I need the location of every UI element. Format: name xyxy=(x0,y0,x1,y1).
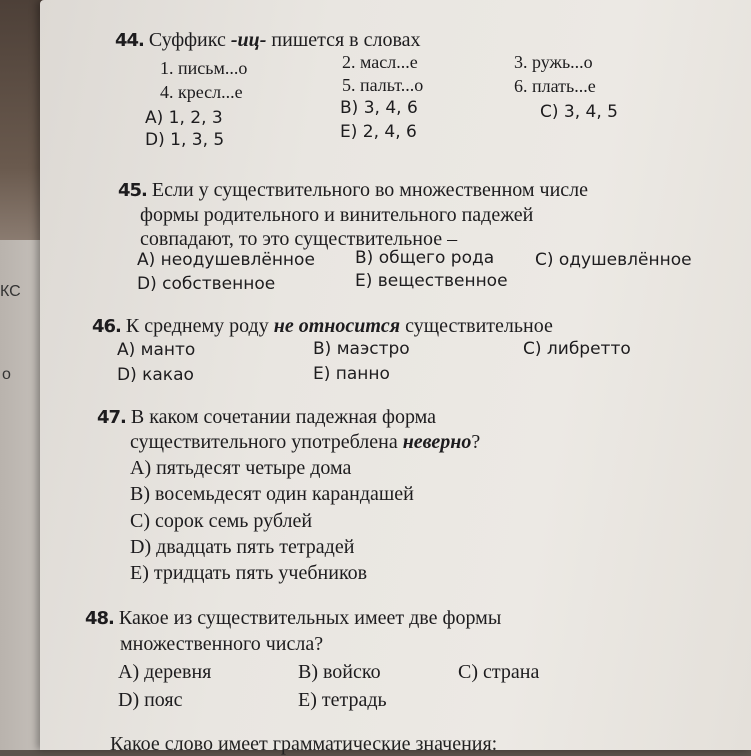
q46-emphasis: не относится xyxy=(273,315,401,337)
q44-stem xyxy=(115,28,421,53)
q44-option-b: В) 3, 4, 6 xyxy=(340,98,418,118)
q44-word-1: 1. письм...о xyxy=(160,58,248,78)
q47-line-1 xyxy=(97,405,436,430)
q44-word-2: 2. масл...е xyxy=(342,52,418,72)
q48-option-e: Е) тетрадь xyxy=(298,689,387,711)
q48-option-b: В) войско xyxy=(298,661,381,683)
q44-option-c: С) 3, 4, 5 xyxy=(540,102,618,122)
q48-line-1 xyxy=(85,606,501,631)
q47-emphasis: неверно xyxy=(402,431,472,453)
q45-text-1: Если у существительного во множественном числе xyxy=(151,179,589,201)
q44-word-5: 5. пальт...о xyxy=(342,75,424,95)
q44-option-d: D) 1, 3, 5 xyxy=(145,130,225,150)
q44-option-e: Е) 2, 4, 6 xyxy=(340,122,417,142)
q48-text-1: Какое из существительных имеет две формы xyxy=(118,607,502,629)
q47-option-c: С) сорок семь рублей xyxy=(130,510,313,532)
edge-mark-1: КС xyxy=(0,283,21,300)
q45-option-c: С) одушевлённое xyxy=(535,250,692,270)
q46-option-a: А) манто xyxy=(117,340,196,360)
q47-option-d: D) двадцать пять тетрадей xyxy=(130,536,355,558)
q46-option-b: В) маэстро xyxy=(313,339,410,359)
edge-mark-2: о xyxy=(2,366,11,383)
q46-text-b: существительное xyxy=(400,315,553,337)
q46-number: 46. xyxy=(92,316,121,337)
q45-line-1 xyxy=(118,178,588,203)
q45-number: 45. xyxy=(118,180,147,201)
q46-text-a: К среднему роду xyxy=(125,315,274,337)
q45-option-b: В) общего рода xyxy=(355,248,495,268)
q44-word-3: 3. ружь...о xyxy=(514,52,593,72)
q46-stem xyxy=(92,314,553,339)
q47-text-2b: ? xyxy=(471,431,481,453)
q48-option-d: D) пояс xyxy=(118,689,183,711)
q46-option-c: С) либретто xyxy=(523,339,631,359)
q45-line-3: совпадают, то это существительное – xyxy=(140,228,458,250)
q48-option-a: А) деревня xyxy=(118,661,212,683)
q44-suffix: -иц- xyxy=(230,29,267,51)
q46-option-d: D) какао xyxy=(117,365,194,385)
q44-number: 44. xyxy=(115,30,144,51)
cutoff-next-question: Какое слово имеет грамматические значения: xyxy=(110,733,498,755)
q45-option-e: Е) вещественное xyxy=(355,271,508,291)
q48-line-2: множественного числа? xyxy=(120,633,324,655)
q47-option-e: Е) тридцать пять учебников xyxy=(130,562,368,584)
q47-line-2 xyxy=(130,430,480,454)
q48-number: 48. xyxy=(85,608,114,629)
q44-option-a: А) 1, 2, 3 xyxy=(145,108,223,128)
q44-word-4: 4. кресл...е xyxy=(160,82,243,102)
q47-option-b: В) восемьдесят один карандашей xyxy=(130,483,414,505)
q45-option-d: D) собственное xyxy=(137,274,276,294)
q47-text-2a: существительного употреблена xyxy=(130,431,403,453)
q47-option-a: А) пятьдесят четыре дома xyxy=(130,457,352,479)
q44-word-6: 6. плать...е xyxy=(514,76,596,96)
q48-option-c: С) страна xyxy=(458,661,540,683)
q47-text-1: В каком сочетании падежная форма xyxy=(130,406,437,428)
q44-text-a: Суффикс xyxy=(148,29,231,51)
q46-option-e: Е) панно xyxy=(313,364,390,384)
q47-number: 47. xyxy=(97,407,126,428)
q44-text-b: пишется в словах xyxy=(266,29,421,51)
q45-option-a: А) неодушевлённое xyxy=(137,250,315,270)
q45-line-2: формы родительного и винительного падежей xyxy=(140,204,534,226)
